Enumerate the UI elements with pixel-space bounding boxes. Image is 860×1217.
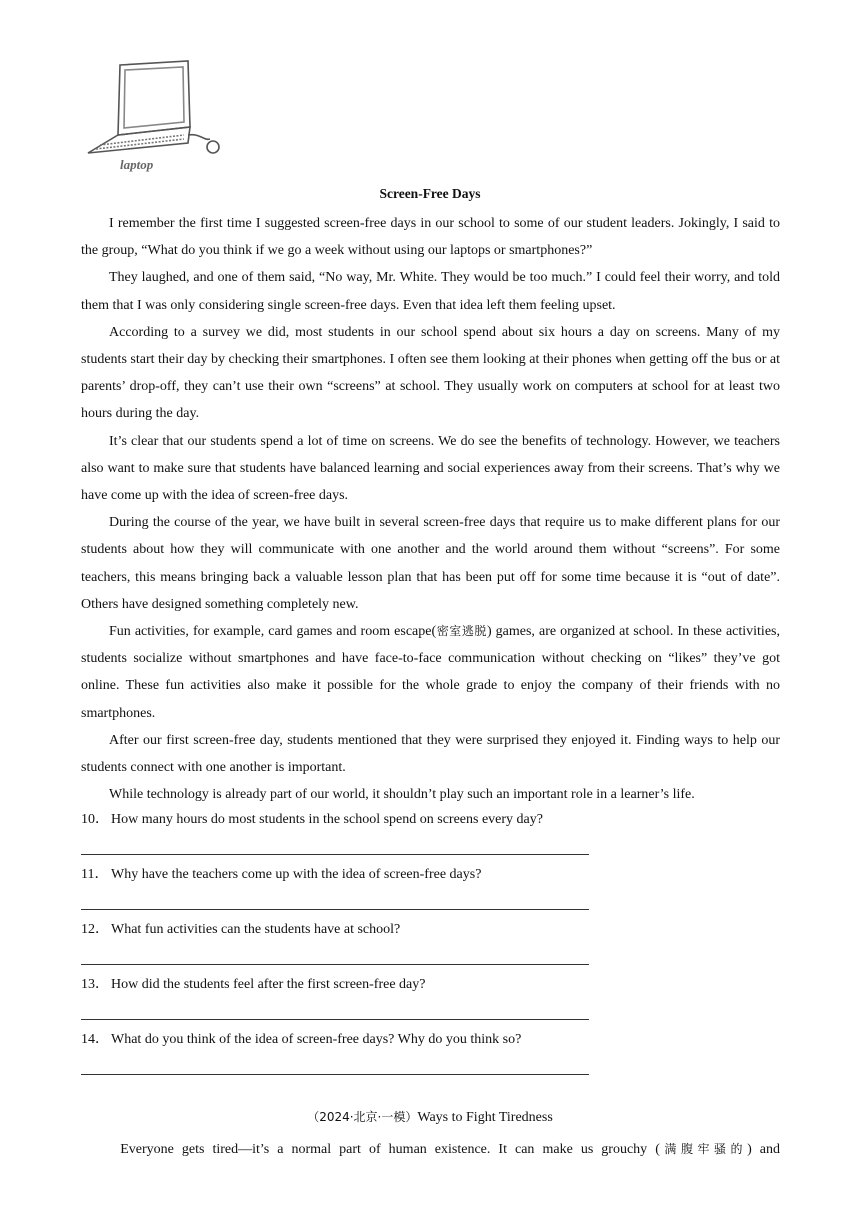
article-body (81, 210, 780, 1083)
paragraph-part: Fun activities, for example, card games and room escape( (109, 624, 437, 640)
paragraph-part: Everyone gets tired—it’s a normal part of human existence. It can make us grouchy ( (120, 1142, 660, 1157)
question-text: How did the students feel after the first screen-free day? (111, 977, 426, 993)
paragraph (81, 618, 780, 727)
next-passage-title: Ways to Fight Tiredness (417, 1110, 553, 1125)
paragraph: During the course of the year, we have built in several screen-free days that require us to make different plans for our students about how they will communicate with one another and the world around them without “screens”. For some teachers, this means bringing back a valuable lesson plan that has been put off for some time because it is “out of date”. Others have designed something completely new. (81, 515, 780, 612)
question-number: 14． (81, 1032, 109, 1048)
chinese-gloss: 密室逃脱 (436, 624, 487, 639)
paragraph-part: ) and (747, 1142, 780, 1157)
question-number: 13． (81, 977, 109, 993)
questions (81, 808, 780, 1083)
exam-source: （2024·北京·一模） (307, 1110, 418, 1124)
answer-line[interactable] (81, 887, 589, 918)
answer-line[interactable] (81, 997, 589, 1028)
next-passage-heading (0, 1108, 860, 1126)
question (81, 973, 780, 997)
question (81, 863, 780, 887)
laptop-figure (80, 55, 230, 180)
answer-line[interactable] (81, 832, 589, 863)
paragraph-part: ) games, are organized at school. In these activities, students socialize without smartphones and have face-to-face communication without checking on “likes” they’ve got online. These fun activities also make it possible for the whole grade to enjoy the company of their friends with no smartphones. (81, 624, 780, 721)
article-title: Screen-Free Days (379, 186, 481, 201)
paragraph: While technology is already part of our world, it shouldn’t play such an important role in a learner’s life. (109, 787, 695, 803)
question-text: What do you think of the idea of screen-free days? Why do you think so? (111, 1032, 522, 1048)
question-number: 12． (81, 922, 109, 938)
question-text: Why have the teachers come up with the idea of screen-free days? (111, 867, 482, 883)
paragraph: After our first screen-free day, students mentioned that they were surprised they enjoyed it. Finding ways to help our students connect with one another is important. (81, 732, 780, 776)
question-text: How many hours do most students in the school spend on screens every day? (111, 812, 543, 828)
question-number: 11． (81, 867, 109, 883)
question (81, 808, 780, 832)
paragraph: According to a survey we did, most students in our school spend about six hours a day on screens. Many of my students start their day by checking their smartphones. I often see them looking at their phones when getting off the bus or at parents’ drop-off, they can’t use their own “screens” at school. They usually work on computers at school for at least two hours during the day. (81, 324, 780, 422)
chinese-gloss: 满腹牢骚的 (659, 1142, 748, 1156)
question (81, 918, 780, 942)
answer-line[interactable] (81, 942, 589, 973)
question-number: 10． (81, 812, 109, 828)
question (81, 1028, 780, 1052)
paragraph: It’s clear that our students spend a lot of time on screens. We do see the benefits of technology. However, we teachers also want to make sure that students have balanced learning and social experiences away from their screens. That’s why we have come up with the idea of screen-free days. (81, 433, 780, 504)
question-text: What fun activities can the students have at school? (111, 922, 401, 938)
laptop-caption: laptop (120, 157, 154, 172)
paragraph: I remember the first time I suggested screen-free days in our school to some of our student leaders. Jokingly, I said to the group, “What do you think if we go a week without using our laptops or smartphones?” (81, 216, 780, 259)
next-passage-first-line (81, 1137, 780, 1162)
paragraph: They laughed, and one of them said, “No way, Mr. White. They would be too much.” I could feel their worry, and told them that I was only considering single screen-free days. Even that idea left them feeling upset. (81, 270, 780, 313)
answer-line[interactable] (81, 1052, 589, 1083)
